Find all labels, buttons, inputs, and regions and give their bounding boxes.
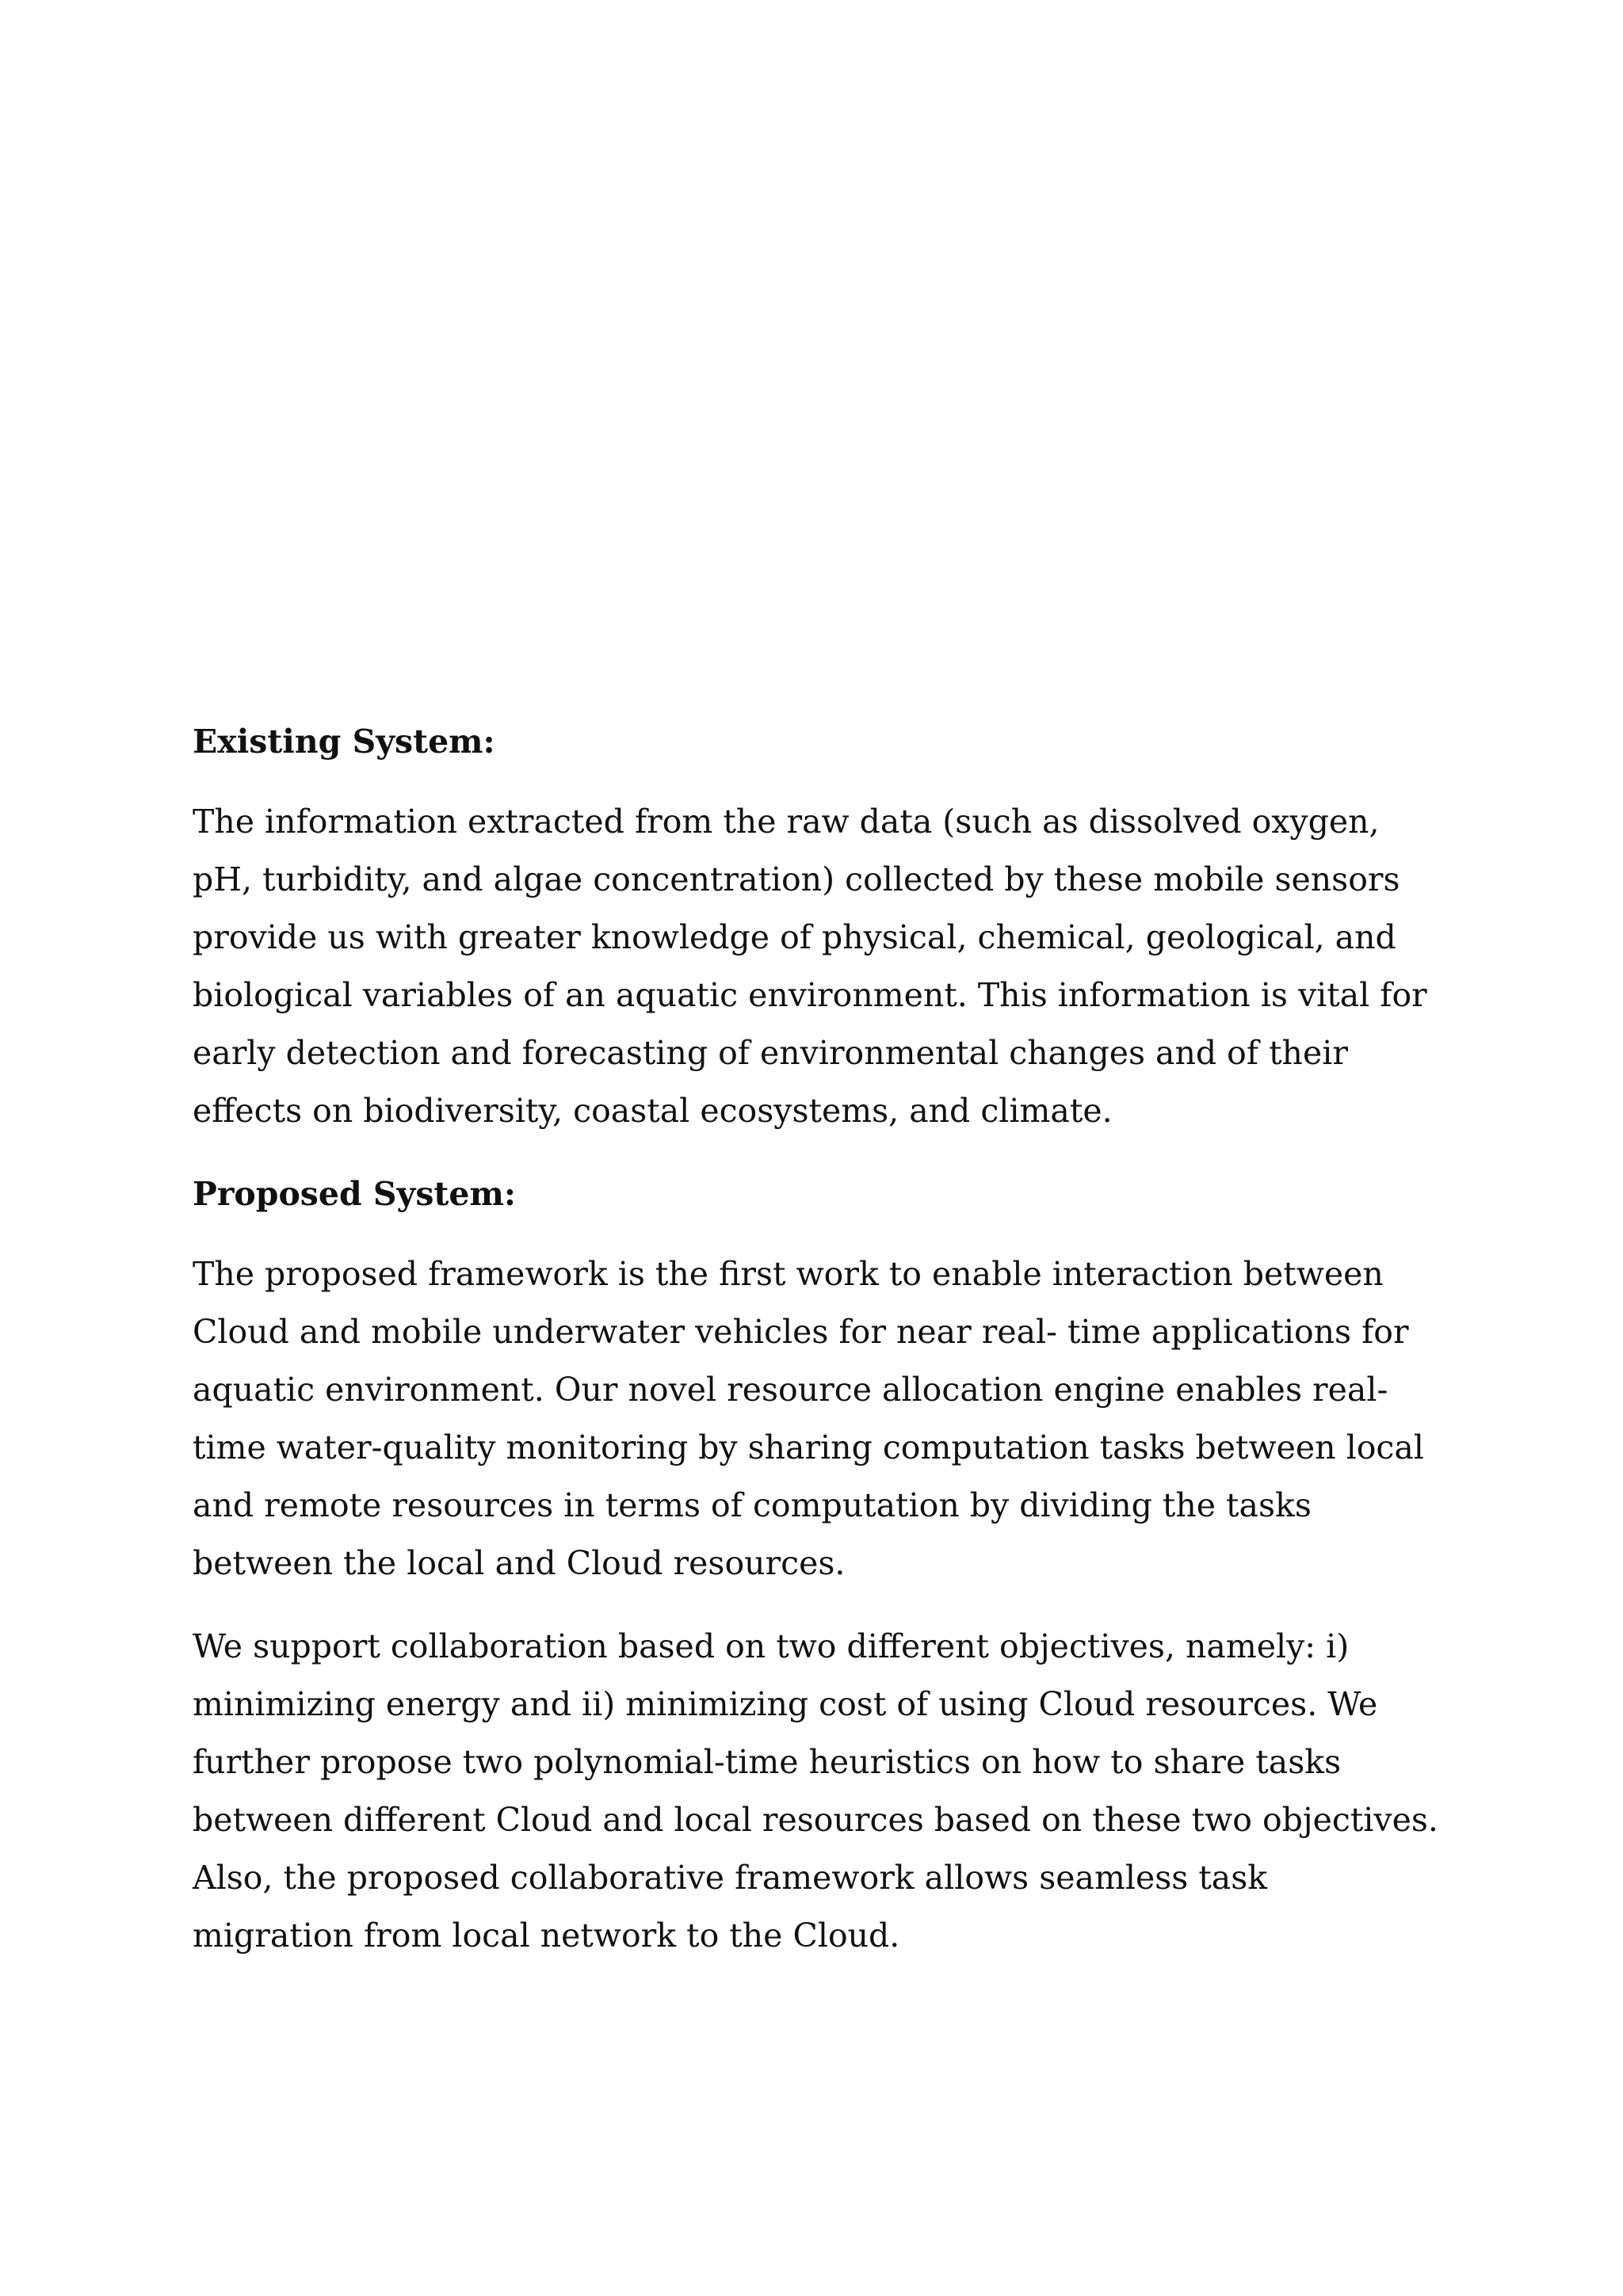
- text-line: between different Cloud and local resources based on these two objectives.: [193, 1801, 1438, 1839]
- text-line: The information extracted from the raw data (such as dissolved oxygen,: [193, 803, 1380, 841]
- text-line: aquatic environment. Our novel resource allocation engine enables real-: [193, 1371, 1388, 1409]
- existing-system-paragraph: [193, 793, 1445, 1140]
- text-line: and remote resources in terms of computation by dividing the tasks: [193, 1486, 1312, 1524]
- text-line: early detection and forecasting of environmental changes and of their: [193, 1034, 1348, 1072]
- existing-system-heading: Existing System:: [193, 723, 495, 761]
- proposed-system-paragraph-1: [193, 1245, 1445, 1592]
- text-line: between the local and Cloud resources.: [193, 1544, 846, 1582]
- text-line: The proposed framework is the first work to enable interaction between: [193, 1255, 1384, 1293]
- document-page: [193, 713, 1445, 1990]
- text-line: Cloud and mobile underwater vehicles for near real- time applications for: [193, 1313, 1409, 1351]
- text-line: pH, turbidity, and algae concentration) collected by these mobile sensors: [193, 860, 1400, 898]
- text-line: We support collaboration based on two different objectives, namely: i): [193, 1627, 1350, 1665]
- proposed-system-heading: Proposed System:: [193, 1175, 516, 1213]
- text-line: Also, the proposed collaborative framework allows seamless task: [193, 1859, 1268, 1897]
- text-line: migration from local network to the Cloud.: [193, 1917, 900, 1955]
- text-line: time water-quality monitoring by sharing computation tasks between local: [193, 1428, 1424, 1466]
- text-line: biological variables of an aquatic environment. This information is vital for: [193, 976, 1427, 1014]
- proposed-system-paragraph-2: [193, 1618, 1445, 1965]
- text-line: further propose two polynomial-time heuristics on how to share tasks: [193, 1743, 1342, 1781]
- text-line: minimizing energy and ii) minimizing cost of using Cloud resources. We: [193, 1685, 1378, 1723]
- text-line: provide us with greater knowledge of physical, chemical, geological, and: [193, 918, 1396, 956]
- text-line: effects on biodiversity, coastal ecosystems, and climate.: [193, 1092, 1113, 1130]
